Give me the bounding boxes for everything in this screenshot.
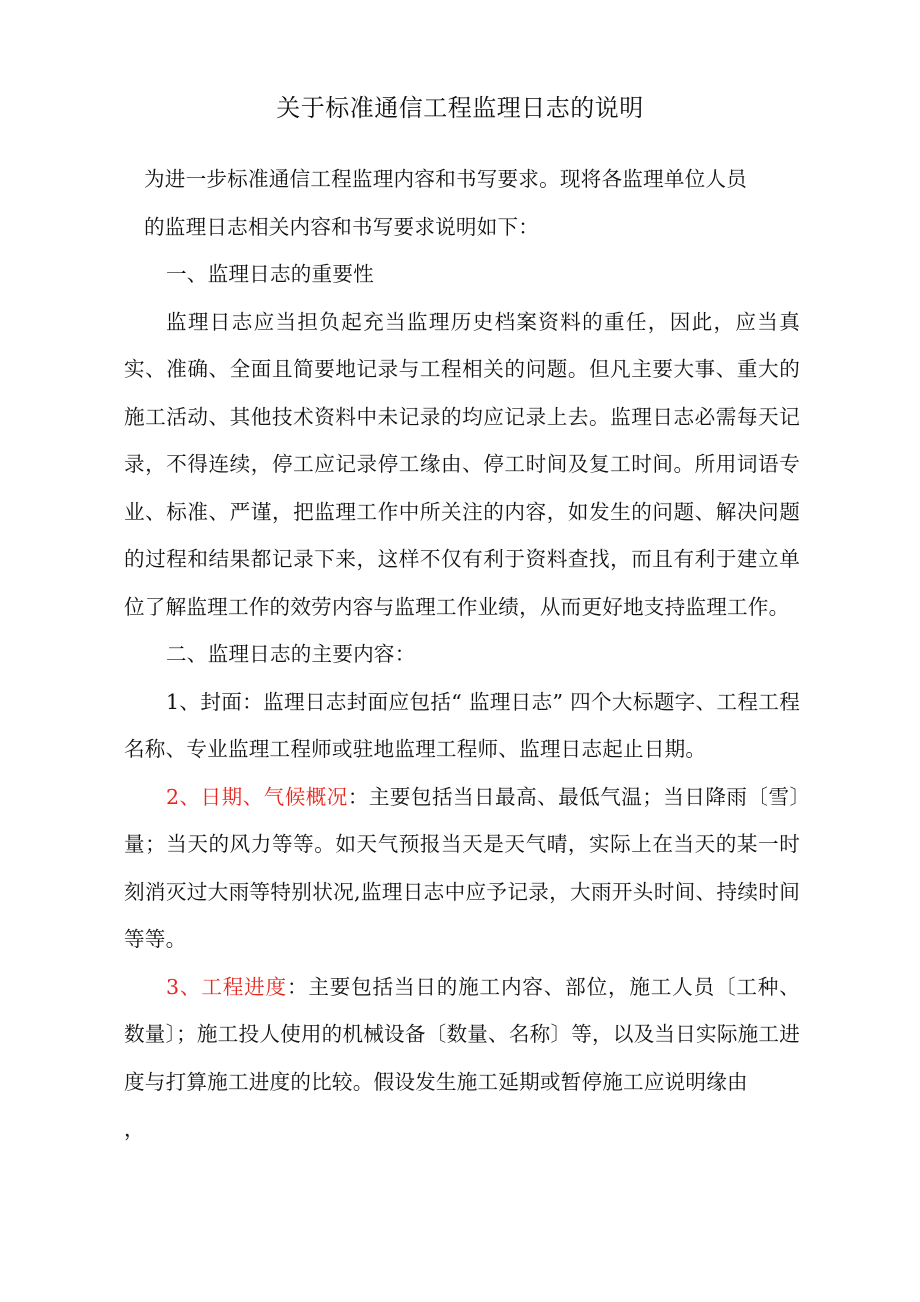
trailing-punctuation: ， <box>124 1117 145 1141</box>
item-3-text: ：主要包括当日的施工内容、部位，施工人员〔工种、数量〕；施工投人使用的机械设备〔数量、名称〕等，以及当日实际施工进度与打算施工进度的比较。假设发生施工延期或暂停施工应说明缘由 <box>124 974 800 1094</box>
item-3-label: 3、工程进度 <box>166 974 287 999</box>
document-body <box>124 156 800 1153</box>
intro-line-1: 为进一步标准通信工程监理内容和书写要求。现将各监理单位人员 <box>144 167 748 191</box>
item-2-paragraph <box>124 774 800 964</box>
item-3-paragraph <box>124 964 800 1107</box>
document-title: 关于标准通信工程监理日志的说明 <box>276 94 644 122</box>
item-2-label: 2、日期、气候概况 <box>166 784 348 809</box>
intro-paragraph <box>124 156 800 251</box>
item-2-text: ：主要包括当日最高、最低气温；当日降雨〔雪〕量；当天的风力等等。如天气预报当天是天气晴，实际上在当天的某一时刻消灭过大雨等特别状况,监理日志中应予记录，大雨开头时间、持续时间等等。 <box>124 784 800 951</box>
section-1-paragraph: 监理日志应当担负起充当监理历史档案资料的重任，因此，应当真实、准确、全面且简要地记录与工程相关的问题。但凡主要大事、重大的施工活动、其他技术资料中未记录的均应记录上去。监理日志必需每天记录，不得连续，停工应记录停工缘由、停工时间及复工时间。所用词语专业、标准、严谨，把监理工作中所关注的内容，如发生的问题、解决问题的过程和结果都记录下来，这样不仅有利于资料查找，而且有利于建立单位了解监理工作的效劳内容与监理工作业绩，从而更好地支持监理工作。 <box>124 309 800 619</box>
intro-line-2: 的监理日志相关内容和书写要求说明如下： <box>144 214 540 239</box>
item-1-paragraph: 1、封面：监理日志封面应包括“ 监理日志” 四个大标题字、工程工程名称、专业监理工程师或驻地监理工程师、监理日志起止日期。 <box>124 689 800 761</box>
section-1-heading: 一、监理日志的重要性 <box>166 262 374 286</box>
section-2-heading: 二、监理日志的主要内容： <box>166 642 416 666</box>
